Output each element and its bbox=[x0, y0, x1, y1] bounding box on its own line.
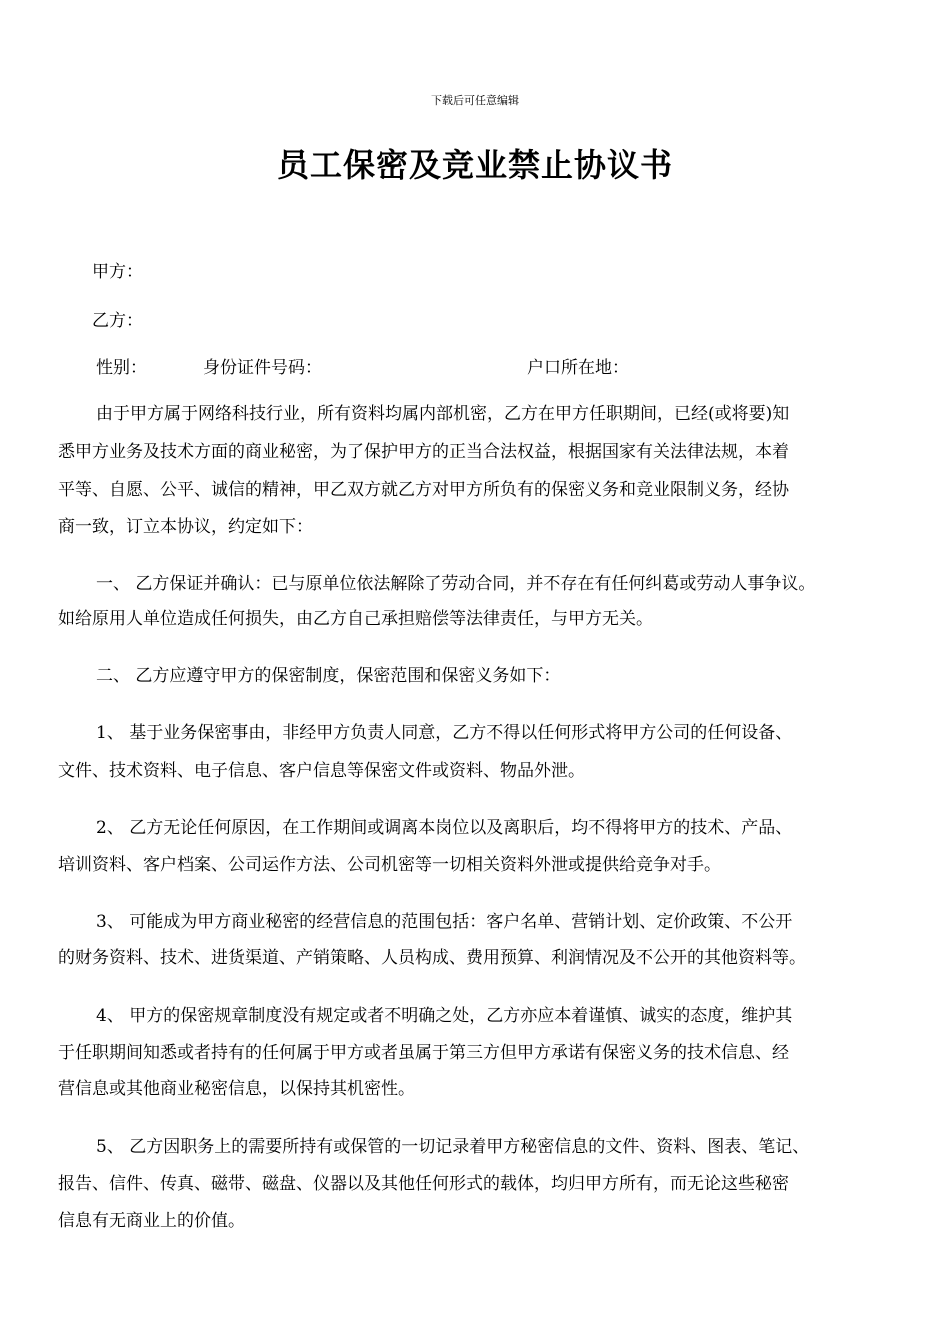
paragraph-line: 如给原用人单位造成任何损失，由乙方自己承担赔偿等法律责任，与甲方无关。 bbox=[58, 609, 653, 629]
paragraph-line: 平等、自愿、公平、诚信的精神，甲乙双方就乙方对甲方所负有的保密义务和竞业限制义务，经协 bbox=[58, 480, 789, 500]
paragraph-line: 的财务资料、技术、进货渠道、产销策略、人员构成、费用预算、利润情况及不公开的其他资料等。 bbox=[58, 948, 806, 968]
paragraph-line: 1、 基于业务保密事由，非经甲方负责人同意，乙方不得以任何形式将甲方公司的任何设备、 bbox=[96, 723, 793, 743]
document-title: 员工保密及竞业禁止协议书 bbox=[276, 146, 673, 184]
paragraph-line: 2、 乙方无论任何原因，在工作期间或调离本岗位以及离职后，均不得将甲方的技术、产品、 bbox=[96, 818, 793, 838]
paragraph-line: 悉甲方业务及技术方面的商业秘密，为了保护甲方的正当合法权益，根据国家有关法律法规，本着 bbox=[58, 442, 789, 462]
paragraph-line: 培训资料、客户档案、公司运作方法、公司机密等一切相关资料外泄或提供给竞争对手。 bbox=[58, 855, 721, 875]
paragraph-line: 5、 乙方因职务上的需要所持有或保管的一切记录着甲方秘密信息的文件、资料、图表、笔记、 bbox=[96, 1137, 810, 1157]
paragraph-line: 由于甲方属于网络科技行业，所有资料均属内部机密，乙方在甲方任职期间，已经(或将要)知 bbox=[96, 404, 790, 424]
paragraph-line: 商一致，订立本协议，约定如下： bbox=[58, 517, 313, 537]
paragraph-line: 信息有无商业上的价值。 bbox=[58, 1211, 245, 1231]
paragraph-line: 3、 可能成为甲方商业秘密的经营信息的范围包括：客户名单、营销计划、定价政策、不公开 bbox=[96, 912, 793, 932]
paragraph-line: 营信息或其他商业秘密信息，以保持其机密性。 bbox=[58, 1079, 415, 1099]
residence-field-label: 户口所在地： bbox=[527, 358, 629, 378]
paragraph-line: 一、 乙方保证并确认：已与原单位依法解除了劳动合同，并不存在有任何纠葛或劳动人事争议。 bbox=[96, 574, 816, 594]
paragraph-line: 二、 乙方应遵守甲方的保密制度，保密范围和保密义务如下： bbox=[96, 666, 561, 686]
header-note: 下载后可任意编辑 bbox=[431, 94, 519, 107]
paragraph-line: 文件、技术资料、电子信息、客户信息等保密文件或资料、物品外泄。 bbox=[58, 761, 585, 781]
gender-field-label: 性别： bbox=[96, 358, 147, 378]
party-b-label: 乙方： bbox=[92, 311, 143, 331]
party-a-label: 甲方： bbox=[92, 262, 143, 282]
paragraph-line: 于任职期间知悉或者持有的任何属于甲方或者虽属于第三方但甲方承诺有保密义务的技术信息、经 bbox=[58, 1043, 789, 1063]
paragraph-line: 报告、信件、传真、磁带、磁盘、仪器以及其他任何形式的载体，均归甲方所有，而无论这些秘密 bbox=[58, 1174, 789, 1194]
id-number-field-label: 身份证件号码： bbox=[203, 358, 322, 378]
paragraph-line: 4、 甲方的保密规章制度没有规定或者不明确之处，乙方亦应本着谨慎、诚实的态度，维护其 bbox=[96, 1006, 793, 1026]
